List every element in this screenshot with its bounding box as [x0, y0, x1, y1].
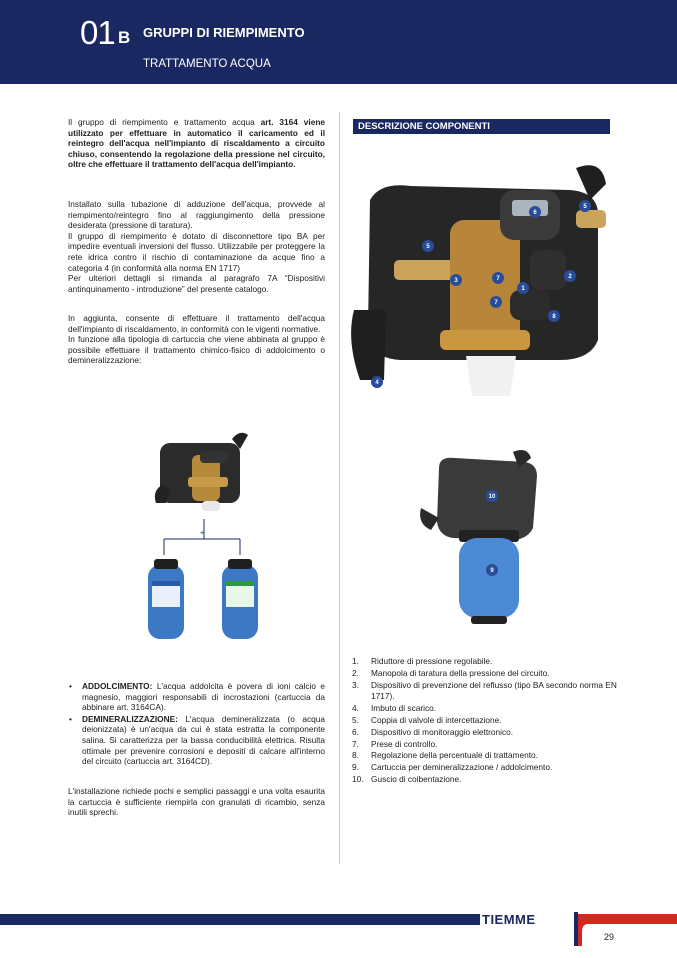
svg-text:8: 8 — [552, 314, 556, 320]
component-number: 7. — [352, 738, 359, 749]
page-header — [0, 0, 677, 84]
cartridge-body — [459, 538, 519, 618]
product-cartridges-image — [130, 425, 280, 645]
softening-cartridge — [148, 559, 184, 639]
component-number: 8. — [352, 750, 359, 761]
component-text: Imbuto di scarico. — [371, 703, 437, 714]
plus-sign: + — [200, 530, 205, 537]
bullet-label: DEMINERALIZZAZIONE: — [82, 713, 178, 724]
component-item — [352, 668, 617, 680]
component-number: 5. — [352, 714, 359, 725]
svg-text:5: 5 — [583, 204, 587, 210]
svg-text:7: 7 — [496, 276, 500, 282]
svg-text:3: 3 — [454, 278, 458, 284]
bullet-dot-icon: • — [69, 713, 72, 724]
component-number: 4. — [352, 703, 359, 714]
component-item — [352, 762, 617, 774]
main-product-image — [340, 160, 620, 400]
component-text: Coppia di valvole di intercettazione. — [371, 714, 502, 725]
description-paragraph: Installato sulla tubazione di adduzione dell'acqua, provvede al riempimento/reintegro fino al raggiungimento della pressione desiderata (pressione di taratura). Il gruppo di riempimento è dotato di disconnettore tipo BA per impedire eventuali inversioni del flusso. Utilizzabile per proteggere la rete idrica contro il rischio di contaminazione da acque fino a categoria 4 (in conformità alla norma EN 1717) Per ulteriori dettagli si rimanda al paragrafo 7A “Dispositivi antinquinamento - introduzione” del presente catalogo. — [68, 199, 325, 294]
component-text: Dispositivo di prevenzione del reflusso (tipo BA secondo norma EN 1717). — [371, 679, 617, 702]
intro-lead: Il gruppo di riempimento e trattamento acqua — [68, 117, 255, 127]
svg-text:4: 4 — [375, 380, 379, 386]
svg-text:5: 5 — [426, 244, 430, 250]
component-number: 2. — [352, 667, 359, 678]
pressure-knob — [530, 250, 566, 290]
component-item — [352, 703, 617, 715]
component-item — [352, 750, 617, 762]
component-number: 3. — [352, 679, 359, 690]
bullet-softening — [68, 681, 325, 713]
treatment-paragraph: In aggiunta, consente di effettuare il trattamento dell'acqua dell'impianto di riscaldamento, in conformità con le vigenti normative. In funzione alla tipologia di cartuccia che viene abbinata al gruppo è possibile effettuare il trattamento chimico-fisico di addolcimento o demineralizzazione: — [68, 313, 325, 366]
section-number: 01 — [80, 14, 115, 51]
component-item — [352, 774, 617, 786]
svg-text:10: 10 — [488, 494, 496, 500]
intro-paragraph — [68, 117, 325, 170]
component-text: Manopola di taratura della pressione del circuito. — [371, 667, 550, 678]
component-text: Dispositivo di monitoraggio elettronico. — [371, 726, 514, 737]
section-letter: B — [118, 28, 131, 47]
cartridge-shell-image — [415, 448, 555, 628]
components-list — [352, 656, 617, 786]
component-text: Guscio di coibentazione. — [371, 773, 462, 784]
svg-text:9: 9 — [490, 568, 494, 574]
component-text: Cartuccia per demineralizzazione / addolcimento. — [371, 762, 553, 773]
brand-mark-icon — [574, 912, 677, 946]
section-subtitle: TRATTAMENTO ACQUA — [143, 58, 271, 70]
bullet-demineralization — [68, 714, 325, 767]
component-item — [352, 715, 617, 727]
component-number: 6. — [352, 726, 359, 737]
component-number: 1. — [352, 656, 359, 666]
components-heading: DESCRIZIONE COMPONENTI — [358, 121, 490, 132]
bullet-text: L'acqua addolcita è povera di ioni calcio e magnesio, maggiori responsabili di incrostazioni (cartuccia da abbinare art. 3164CA). — [82, 681, 325, 713]
component-number: 9. — [352, 762, 359, 773]
intro-article: art. 3164 — [260, 117, 298, 127]
brand-logo — [480, 912, 578, 927]
page-number: 29 — [604, 932, 615, 942]
bullet-label: ADDOLCIMENTO: — [82, 681, 153, 691]
bullet-text: L'acqua demineralizzata (o acqua deionizzata) è un'acqua da cui è stata estratta la componente salina. Si caratterizza per la bassa conducibilità elettrica. Risulta ottimale per prevenire corrosioni e depositi di calcare all'interno del circuito (cartuccia art. 3164CD). — [82, 713, 325, 767]
svg-text:2: 2 — [568, 274, 572, 280]
component-item — [352, 680, 617, 704]
svg-text:1: 1 — [521, 286, 525, 292]
svg-text:7: 7 — [494, 300, 498, 306]
section-title: GRUPPI DI RIEMPIMENTO — [143, 25, 305, 40]
component-number: 10. — [352, 773, 364, 784]
component-item — [352, 739, 617, 751]
brand-name: TIEMME — [482, 912, 536, 927]
treatment-bullets — [68, 681, 325, 768]
bullet-dot-icon: • — [69, 681, 72, 691]
svg-text:6: 6 — [533, 210, 537, 216]
installation-paragraph: L'installazione richiede pochi e semplici passaggi e una volta esaurita la cartuccia è sufficiente riempirla con granulati di ricambio, senza inutili sprechi. — [68, 786, 325, 818]
intro-body: viene utilizzato per effettuare in automatico il caricamento ed il reintegro dell'acqua nell'impianto di riscaldamento a circuito chiuso, consentendo la regolazione della pressione nel circuito, oltre che effettuare il trattamento dell'acqua dell'impianto. — [68, 117, 325, 170]
component-text: Regolazione della percentuale di trattamento. — [371, 750, 538, 761]
component-item — [352, 656, 617, 668]
components-heading-bar — [353, 119, 610, 134]
component-item — [352, 727, 617, 739]
discharge-funnel — [466, 356, 516, 396]
component-text: Riduttore di pressione regolabile. — [371, 656, 493, 666]
demineralization-cartridge — [222, 559, 258, 639]
component-text: Prese di controllo. — [371, 738, 438, 749]
